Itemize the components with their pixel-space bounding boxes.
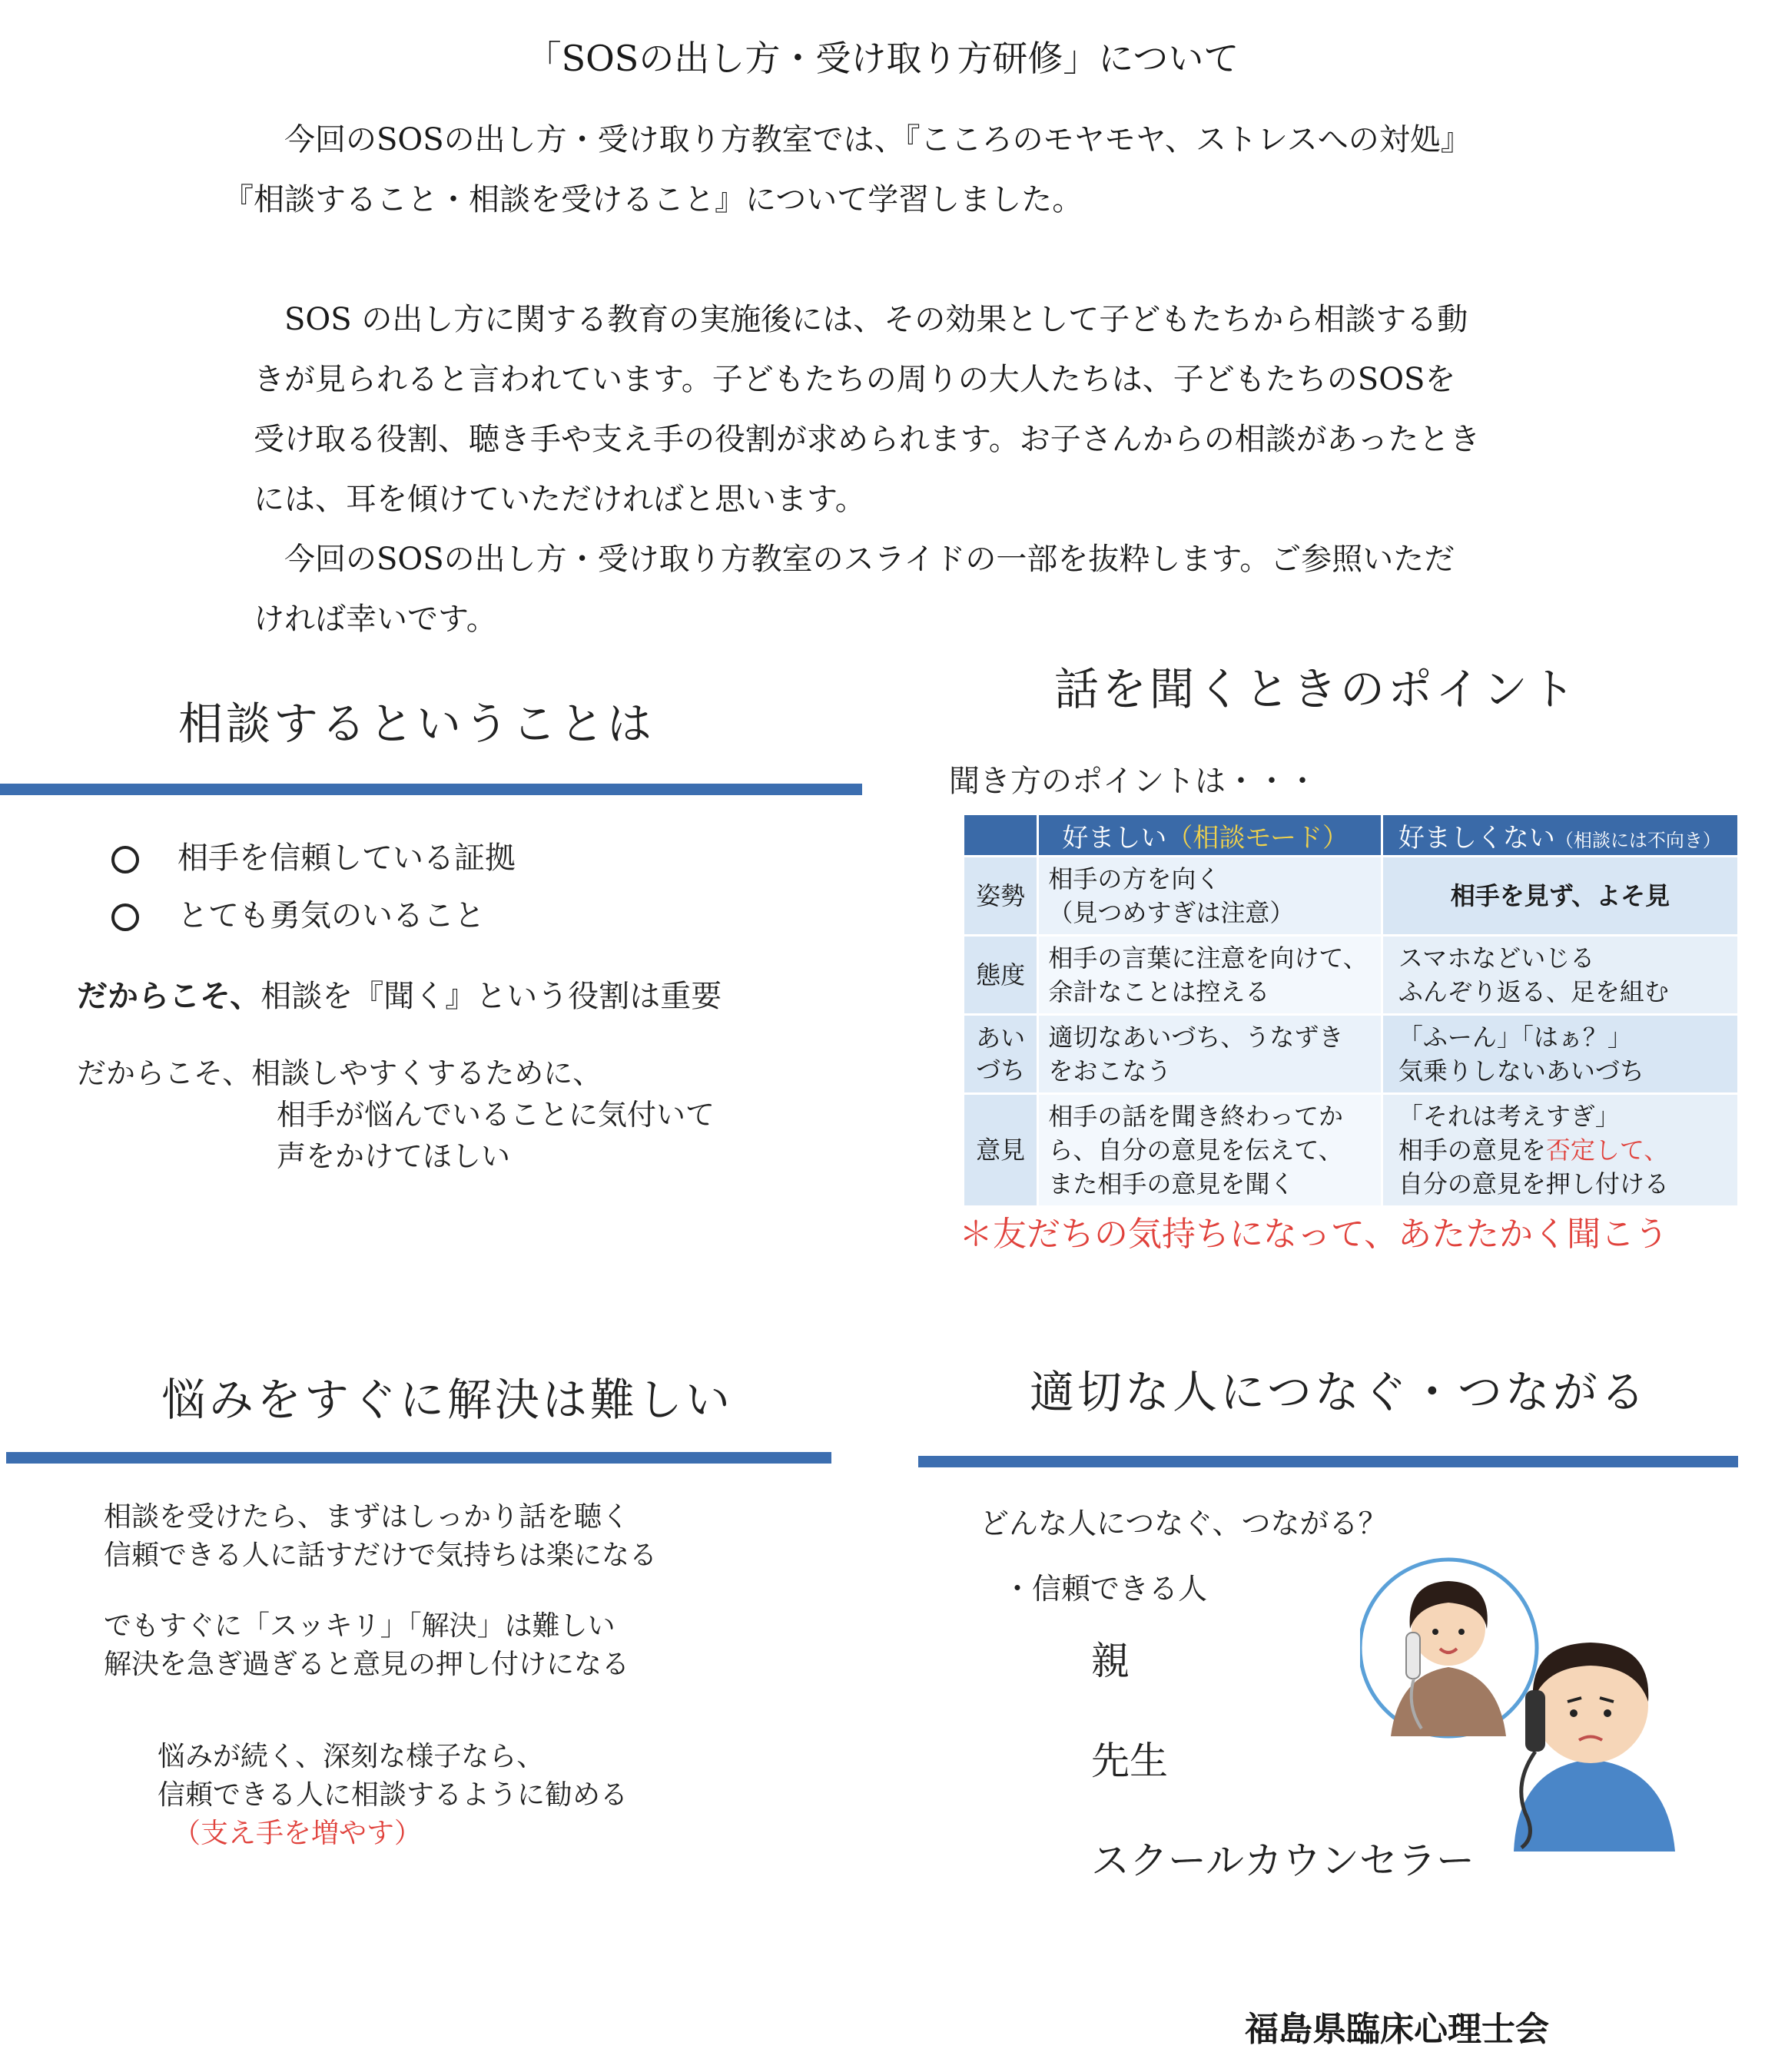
slide1-rule	[0, 784, 862, 795]
phone-receiver-icon	[1525, 1690, 1545, 1752]
intro-line-1: 今回のSOSの出し方・受け取り方教室では、『こころのモヤモヤ、ストレスへの対処』	[284, 122, 1471, 157]
person-teacher: 先生	[1091, 1739, 1168, 1783]
slide2-footnote: ＊友だちの気持ちになって、あたたかく聞こう	[959, 1215, 1669, 1254]
row-label-aizuchi: あい づち	[964, 1015, 1038, 1094]
phone-handset-icon	[1406, 1633, 1420, 1679]
slide1-emphasis: だからこそ、相談を『聞く』という役割は重要	[77, 979, 722, 1014]
opinion-good: 相手の話を聞き終わってか ら、自分の意見を伝えて、 また相手の意見を聞く	[1038, 1094, 1382, 1207]
table-row	[964, 1094, 1739, 1207]
opinion-bad: 「それは考えすぎ」 相手の意見を否定して、 自分の意見を押し付ける	[1382, 1094, 1738, 1207]
circle-bullet-icon	[111, 903, 139, 931]
row-label-attitude: 態度	[964, 936, 1038, 1015]
person-parent: 親	[1091, 1639, 1130, 1683]
footer-organization: 福島県臨床心理士会	[1245, 2010, 1549, 2049]
header-bad: 好ましくない（相談には不向き）	[1382, 814, 1738, 857]
slide2-subtitle: 聞き方のポイントは・・・	[949, 764, 1318, 799]
table-corner-cell	[964, 814, 1038, 857]
header-good: 好ましい（相談モード）	[1038, 814, 1382, 857]
intro-line-6: には、耳を傾けていただければと思います。	[254, 482, 866, 517]
row-label-posture: 姿勢	[964, 857, 1038, 936]
slide3-advice: 悩みが続く、深刻な様子なら、 信頼できる人に相談するように勧める （支え手を増やす）	[158, 1741, 629, 1849]
slide4-rule	[918, 1456, 1738, 1467]
intro-line-4: きが見られると言われています。子どもたちの周りの大人たちは、子どもたちのSOSを	[254, 362, 1456, 397]
slide1-note: だからこそ、相談しやすくするために、 相手が悩んでいることに気付いて 声をかけてほしい	[77, 1056, 715, 1173]
listening-points-table	[962, 813, 1740, 1208]
posture-good: 相手の方を向く （見つめすぎは注意）	[1038, 857, 1382, 936]
person-counselor: スクールカウンセラー	[1091, 1838, 1475, 1883]
intro-line-7: 今回のSOSの出し方・受け取り方教室のスライドの一部を抜粋します。ご参照いただ	[284, 542, 1455, 577]
phone-call-illustration	[1360, 1552, 1683, 1852]
attitude-good: 相手の言葉に注意を向けて、 余計なことは控える	[1038, 936, 1382, 1015]
aizuchi-good: 適切なあいづち、うなずき をおこなう	[1038, 1015, 1382, 1094]
slide1-title: 相談するということは	[178, 698, 655, 750]
intro-line-5: 受け取る役割、聴き手や支え手の役割が求められます。お子さんからの相談があったとき	[254, 422, 1481, 457]
slide1-bullet-2: とても勇気のいること	[111, 891, 485, 935]
row-label-opinion: 意見	[964, 1094, 1038, 1207]
slide3-body: 相談を受けたら、まずはしっかり話を聴く 信頼できる人に話すだけで気持ちは楽になる でもすぐに「スッキリ」「解決」は難しい 解決を急ぎ過ぎると意見の押し付けになる	[104, 1501, 658, 1680]
intro-line-8: ければ幸いです。	[254, 602, 497, 637]
slide4-question: どんな人につなぐ、つながる？	[980, 1507, 1388, 1540]
table-row	[964, 936, 1739, 1015]
boy-figure	[1514, 1643, 1675, 1852]
slide2-title: 話を聞くときのポイント	[1054, 663, 1579, 715]
circle-bullet-icon	[111, 846, 139, 874]
intro-paragraph	[223, 110, 1575, 649]
table-header-row	[964, 814, 1739, 857]
slide4-bullet: ・信頼できる人	[1003, 1572, 1208, 1606]
table-row	[964, 857, 1739, 936]
table-row	[964, 1015, 1739, 1094]
slide4-title: 適切な人につなぐ・つながる	[1030, 1366, 1648, 1418]
posture-bad: 相手を見ず、よそ見	[1382, 857, 1738, 936]
aizuchi-bad: 「ふーん」「はぁ？」 気乗りしないあいづち	[1382, 1015, 1738, 1094]
slide3-title: 悩みをすぐに解決は難しい	[161, 1374, 734, 1426]
slide3-rule	[6, 1452, 831, 1464]
document-title: 「SOSの出し方・受け取り方研修」について	[526, 38, 1239, 79]
intro-line-3: SOS の出し方に関する教育の実施後には、その効果として子どもたちから相談する動	[284, 302, 1468, 337]
attitude-bad: スマホなどいじる ふんぞり返る、足を組む	[1382, 936, 1738, 1015]
intro-line-2: 『相談すること・相談を受けること』について学習しました。	[223, 182, 1083, 217]
slide1-bullet-1: 相手を信頼している証拠	[111, 834, 516, 877]
